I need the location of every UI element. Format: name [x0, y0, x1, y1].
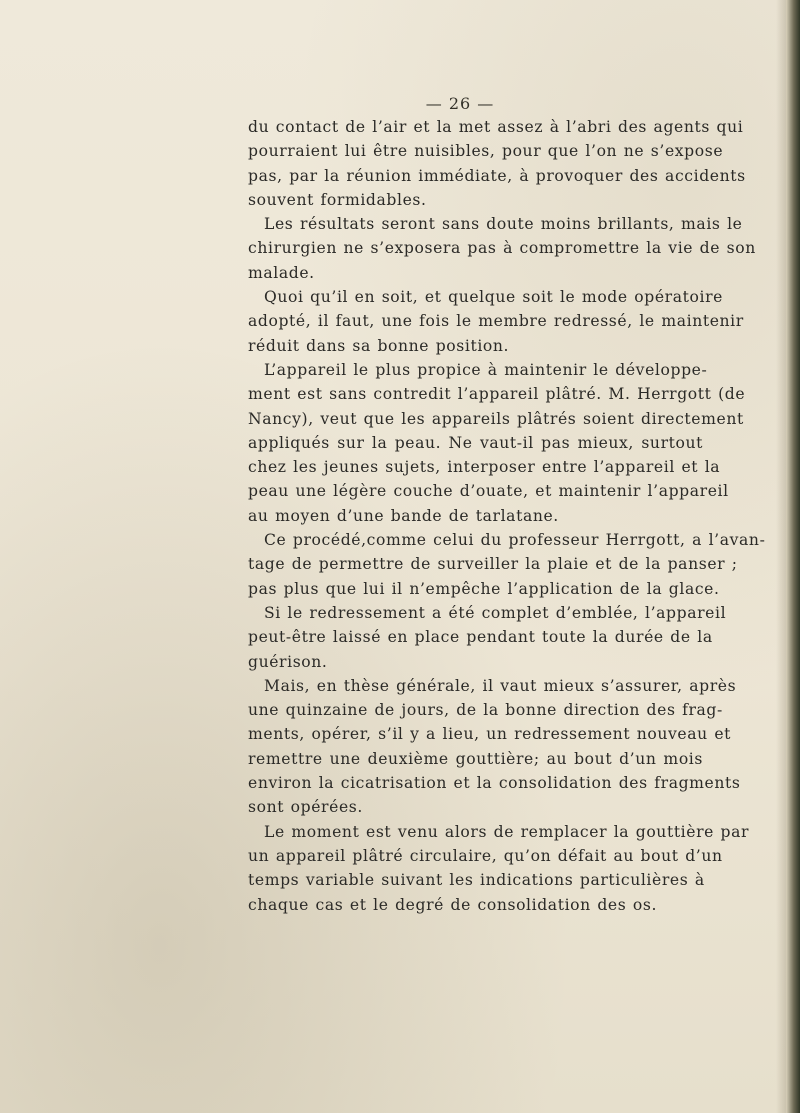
- body-text: [248, 115, 766, 917]
- text-line: pas, par la réunion immédiate, à provoquer des accidents: [248, 166, 746, 185]
- text-line: L’appareil le plus propice à maintenir le développe-: [264, 360, 708, 379]
- paragraph-5: [248, 528, 766, 601]
- text-line: pas plus que lui il n’empêche l’application de la glace.: [248, 579, 720, 598]
- text-line: Quoi qu’il en soit, et quelque soit le mode opératoire: [264, 288, 723, 307]
- paragraph-4: [248, 358, 746, 528]
- text-line: Nancy), veut que les appareils plâtrés soient directement: [248, 409, 744, 428]
- text-line: sont opérées.: [248, 798, 363, 817]
- text-line: un appareil plâtré circulaire, qu’on défait au bout d’un: [248, 846, 723, 865]
- paragraph-7: [248, 674, 741, 820]
- text-line: une quinzaine de jours, de la bonne direction des frag-: [248, 701, 723, 720]
- text-line: environ la cicatrisation et la consolidation des fragments: [248, 774, 741, 793]
- page-number: — 26 —: [425, 94, 495, 113]
- text-line: du contact de l’air et la met assez à l’abri des agents qui: [248, 118, 744, 136]
- text-line: temps variable suivant les indications particulières à: [248, 871, 705, 890]
- text-line: adopté, il faut, une fois le membre redressé, le maintenir: [248, 312, 744, 331]
- paragraph-3: [248, 285, 744, 358]
- text-line: Ce procédé,comme celui du professeur Herrgott, a l’avan-: [264, 531, 766, 550]
- text-line: réduit dans sa bonne position.: [248, 336, 510, 355]
- paragraph-6: [248, 601, 727, 674]
- paragraph-2: [248, 212, 756, 285]
- text-line: chirurgien ne s’exposera pas à compromettre la vie de son: [248, 239, 756, 258]
- paragraph-8: [248, 820, 750, 917]
- paragraph-1: [248, 115, 746, 212]
- text-line: peut-être laissé en place pendant toute la durée de la: [248, 628, 713, 647]
- text-line: chez les jeunes sujets, interposer entre l’appareil et la: [248, 458, 721, 477]
- text-line: appliqués sur la peau. Ne vaut-il pas mieux, surtout: [248, 433, 703, 452]
- text-line: pourraient lui être nuisibles, pour que l’on ne s’expose: [248, 142, 724, 161]
- text-line: au moyen d’une bande de tarlatane.: [248, 506, 559, 525]
- text-line: ments, opérer, s’il y a lieu, un redressement nouveau et: [248, 725, 732, 744]
- text-line: Mais, en thèse générale, il vaut mieux s’assurer, après: [264, 676, 737, 695]
- text-line: remettre une deuxième gouttière; au bout d’un mois: [248, 749, 703, 768]
- text-line: peau une légère couche d’ouate, et maintenir l’appareil: [248, 482, 729, 501]
- book-page-edge: [786, 0, 800, 1113]
- text-line: Si le redressement a été complet d’emblée, l’appareil: [264, 603, 727, 622]
- text-line: ment est sans contredit l’appareil plâtré. M. Herrgott (de: [248, 385, 746, 404]
- text-line: Le moment est venu alors de remplacer la gouttière par: [264, 822, 750, 841]
- text-line: Les résultats seront sans doute moins brillants, mais le: [264, 215, 743, 234]
- text-line: chaque cas et le degré de consolidation des os.: [248, 895, 658, 914]
- text-line: malade.: [248, 263, 315, 282]
- text-line: souvent formidables.: [248, 190, 427, 209]
- text-line: guérison.: [248, 652, 328, 671]
- text-line: tage de permettre de surveiller la plaie et de la panser ;: [248, 555, 738, 574]
